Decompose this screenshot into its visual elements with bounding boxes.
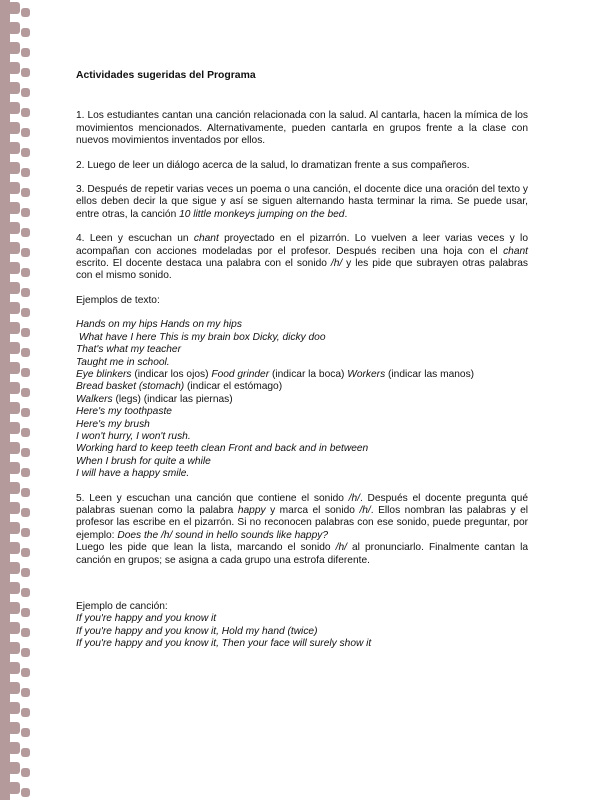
example-note: (indicar las manos): [385, 368, 475, 380]
example-text: I won't hurry, I won't rush.: [76, 430, 191, 442]
border-square: [21, 88, 30, 97]
example-line: [76, 468, 528, 480]
example-note: (indicar la boca): [269, 368, 348, 380]
border-square: [21, 748, 30, 757]
border-square: [21, 188, 30, 197]
border-bar: [0, 0, 10, 800]
activity-4-chant-2: chant: [503, 245, 528, 257]
activity-5-text: Luego les pide que lean la lista, marcando el sonido: [76, 542, 336, 554]
song-text: If you're happy and you know it: [76, 613, 217, 625]
activity-3-end: .: [344, 208, 348, 220]
border-square: [8, 62, 20, 74]
activity-4-text-a: 4. Leen y escuchan un: [76, 233, 194, 245]
border-square: [8, 502, 20, 514]
border-square: [8, 722, 20, 734]
border-square: [21, 328, 30, 337]
border-square: [8, 382, 20, 394]
border-square: [21, 48, 30, 57]
border-square: [8, 102, 20, 114]
border-square: [21, 128, 30, 137]
border-square: [21, 268, 30, 277]
activity-4-chant-1: chant: [193, 233, 219, 245]
border-square: [8, 242, 20, 254]
border-square: [8, 662, 20, 674]
border-square: [21, 8, 30, 17]
border-square: [8, 182, 20, 194]
activity-5-text: al pronunciarlo. Finalmente cantan la canción en grupos; se asigna a cada grupo una estrofa diferente.: [76, 542, 528, 566]
border-square: [21, 788, 30, 797]
border-square: [21, 768, 30, 777]
border-square: [21, 548, 30, 557]
example-text: That's what my teacher: [76, 344, 181, 356]
example-line: [76, 406, 528, 418]
activity-4: [76, 233, 528, 283]
song-heading: Ejemplo de canción:: [76, 601, 168, 612]
border-square: [8, 422, 20, 434]
border-square: [21, 688, 30, 697]
activity-3-text: 3. Después de repetir varias veces un poema o una canción, el docente dice una oración del texto y ellos deben decir la que sigue y así se siguen alternando hasta terminar la rima. Se puede usar, entre otras, la canción: [76, 184, 528, 220]
border-square: [21, 708, 30, 717]
activity-5-em: /h/: [359, 504, 371, 516]
border-square: [8, 642, 20, 654]
activity-3: [76, 184, 528, 221]
activity-5-text: y marca el sonido: [265, 504, 360, 516]
border-square: [21, 248, 30, 257]
example-line: [76, 419, 528, 431]
border-square: [21, 608, 30, 617]
example-line: [76, 332, 528, 344]
example-text: I will have a happy smile.: [76, 468, 190, 480]
example-note: (indicar los ojos): [131, 368, 212, 380]
border-square: [8, 362, 20, 374]
example-text: Working hard to keep teeth clean Front and back and in between: [76, 443, 369, 455]
border-square: [21, 448, 30, 457]
border-square: [21, 168, 30, 177]
border-square: [21, 428, 30, 437]
example-line: [76, 357, 528, 369]
example-text: Taught me in school.: [76, 356, 170, 368]
border-square: [21, 208, 30, 217]
border-square: [21, 588, 30, 597]
border-square: [21, 468, 30, 477]
example-text: Walkers: [76, 393, 113, 405]
example-line: [76, 443, 528, 455]
activity-4-text-b: proyectado en el pizarrón. Lo vuelven a leer varias veces y lo acompañan con acciones modeladas por el profesor. Después reciben una hoja con el: [76, 233, 528, 257]
activity-5-text: 5. Leen y escuchan una canción que contiene el sonido: [76, 492, 349, 504]
border-square: [21, 488, 30, 497]
border-square: [8, 342, 20, 354]
border-square: [8, 762, 20, 774]
example-note: (indicar el estómago): [184, 381, 283, 393]
border-square: [8, 122, 20, 134]
page-title: Actividades sugeridas del Programa: [76, 70, 256, 81]
border-square: [21, 68, 30, 77]
examples-heading: Ejemplos de texto:: [76, 294, 160, 306]
example-line: [76, 381, 528, 393]
example-line: [76, 456, 528, 468]
song-line: [76, 626, 528, 638]
examples-list: [76, 319, 528, 480]
border-square: [21, 148, 30, 157]
border-square: [8, 2, 20, 14]
border-square: [8, 142, 20, 154]
border-square: [8, 162, 20, 174]
border-square: [8, 22, 20, 34]
border-square: [21, 728, 30, 737]
example-text: Hands on my hips Hands on my hips: [76, 319, 242, 331]
border-square: [8, 462, 20, 474]
border-square: [21, 348, 30, 357]
border-square: [8, 402, 20, 414]
border-square: [21, 648, 30, 657]
example-text: Eye blinkers: [76, 368, 132, 380]
border-square: [8, 302, 20, 314]
activity-5-em: Does the /h/ sound in hello sounds like happy?: [117, 529, 329, 541]
border-square: [8, 282, 20, 294]
border-square: [21, 308, 30, 317]
border-square: [21, 108, 30, 117]
activity-5-em: happy: [237, 504, 266, 516]
border-square: [8, 482, 20, 494]
activity-5-text: . Ellos nombran las palabras y el profesor las escribe en el pizarrón. Si no reconocen palabras con ese sonido, puede preguntar, por ejemplo:: [76, 504, 528, 541]
example-line: [76, 369, 528, 381]
border-square: [8, 742, 20, 754]
activity-4-sound: /h/: [330, 258, 343, 270]
border-square: [8, 202, 20, 214]
border-square: [21, 408, 30, 417]
activity-5-continued: [76, 542, 528, 567]
example-line: [76, 431, 528, 443]
border-square: [8, 782, 20, 794]
border-square: [21, 228, 30, 237]
example-note: (legs) (indicar las piernas): [112, 393, 233, 405]
border-square: [21, 628, 30, 637]
border-square: [21, 568, 30, 577]
border-square: [8, 682, 20, 694]
border-square: [8, 222, 20, 234]
spacer: [76, 579, 528, 601]
border-square: [21, 388, 30, 397]
border-square: [8, 522, 20, 534]
border-square: [8, 562, 20, 574]
border-square: [8, 582, 20, 594]
activity-1: 1. Los estudiantes cantan una canción relacionada con la salud. Al cantarla, hacen la mímica de los movimientos mencionados. Alternativamente, pueden cantarla en grupos frente a la clase con nuevos movimientos inventados por ellos.: [76, 110, 528, 147]
border-square: [21, 668, 30, 677]
activity-4-text-d: y les pide que subrayen otras palabras con el mismo sonido.: [76, 258, 528, 282]
activity-5-em: /h/: [348, 492, 360, 504]
example-text: When I brush for quite a while: [76, 455, 211, 467]
example-text: Workers: [347, 368, 386, 380]
song-text: If you're happy and you know it, Hold my hand (twice): [76, 625, 318, 637]
border-square: [8, 602, 20, 614]
example-text: What have I here This is my brain box Dicky, dicky doo: [76, 331, 326, 343]
activity-4-text-c: escrito. El docente destaca una palabra con el sonido: [76, 258, 331, 270]
document-page: [76, 70, 528, 651]
border-square: [8, 82, 20, 94]
border-square: [8, 622, 20, 634]
song-text: If you're happy and you know it, Then your face will surely show it: [76, 638, 372, 650]
border-square: [21, 368, 30, 377]
song-line: [76, 638, 528, 650]
border-square: [21, 28, 30, 37]
activity-3-song: 10 little monkeys jumping on the bed: [179, 208, 345, 220]
border-square: [8, 442, 20, 454]
decorative-border: [0, 0, 36, 800]
example-line: [76, 394, 528, 406]
example-text: Here's my brush: [76, 418, 150, 430]
border-square: [21, 528, 30, 537]
activity-5-em: /h/: [335, 542, 347, 554]
song-line: [76, 613, 528, 625]
border-square: [21, 288, 30, 297]
example-line: [76, 344, 528, 356]
activity-2: 2. Luego de leer un diálogo acerca de la salud, lo dramatizan frente a sus compañeros.: [76, 159, 470, 171]
border-square: [8, 542, 20, 554]
border-square: [21, 508, 30, 517]
example-text: Bread basket (stomach): [76, 381, 185, 393]
example-text: Here's my toothpaste: [76, 406, 172, 418]
example-line: [76, 319, 528, 331]
border-square: [8, 322, 20, 334]
border-square: [8, 42, 20, 54]
border-square: [8, 702, 20, 714]
activity-5: [76, 493, 528, 543]
example-text: Food grinder: [211, 368, 270, 380]
activity-5-text: . Después el docente pregunta qué palabras suenan como la palabra: [76, 492, 528, 516]
border-square: [8, 262, 20, 274]
